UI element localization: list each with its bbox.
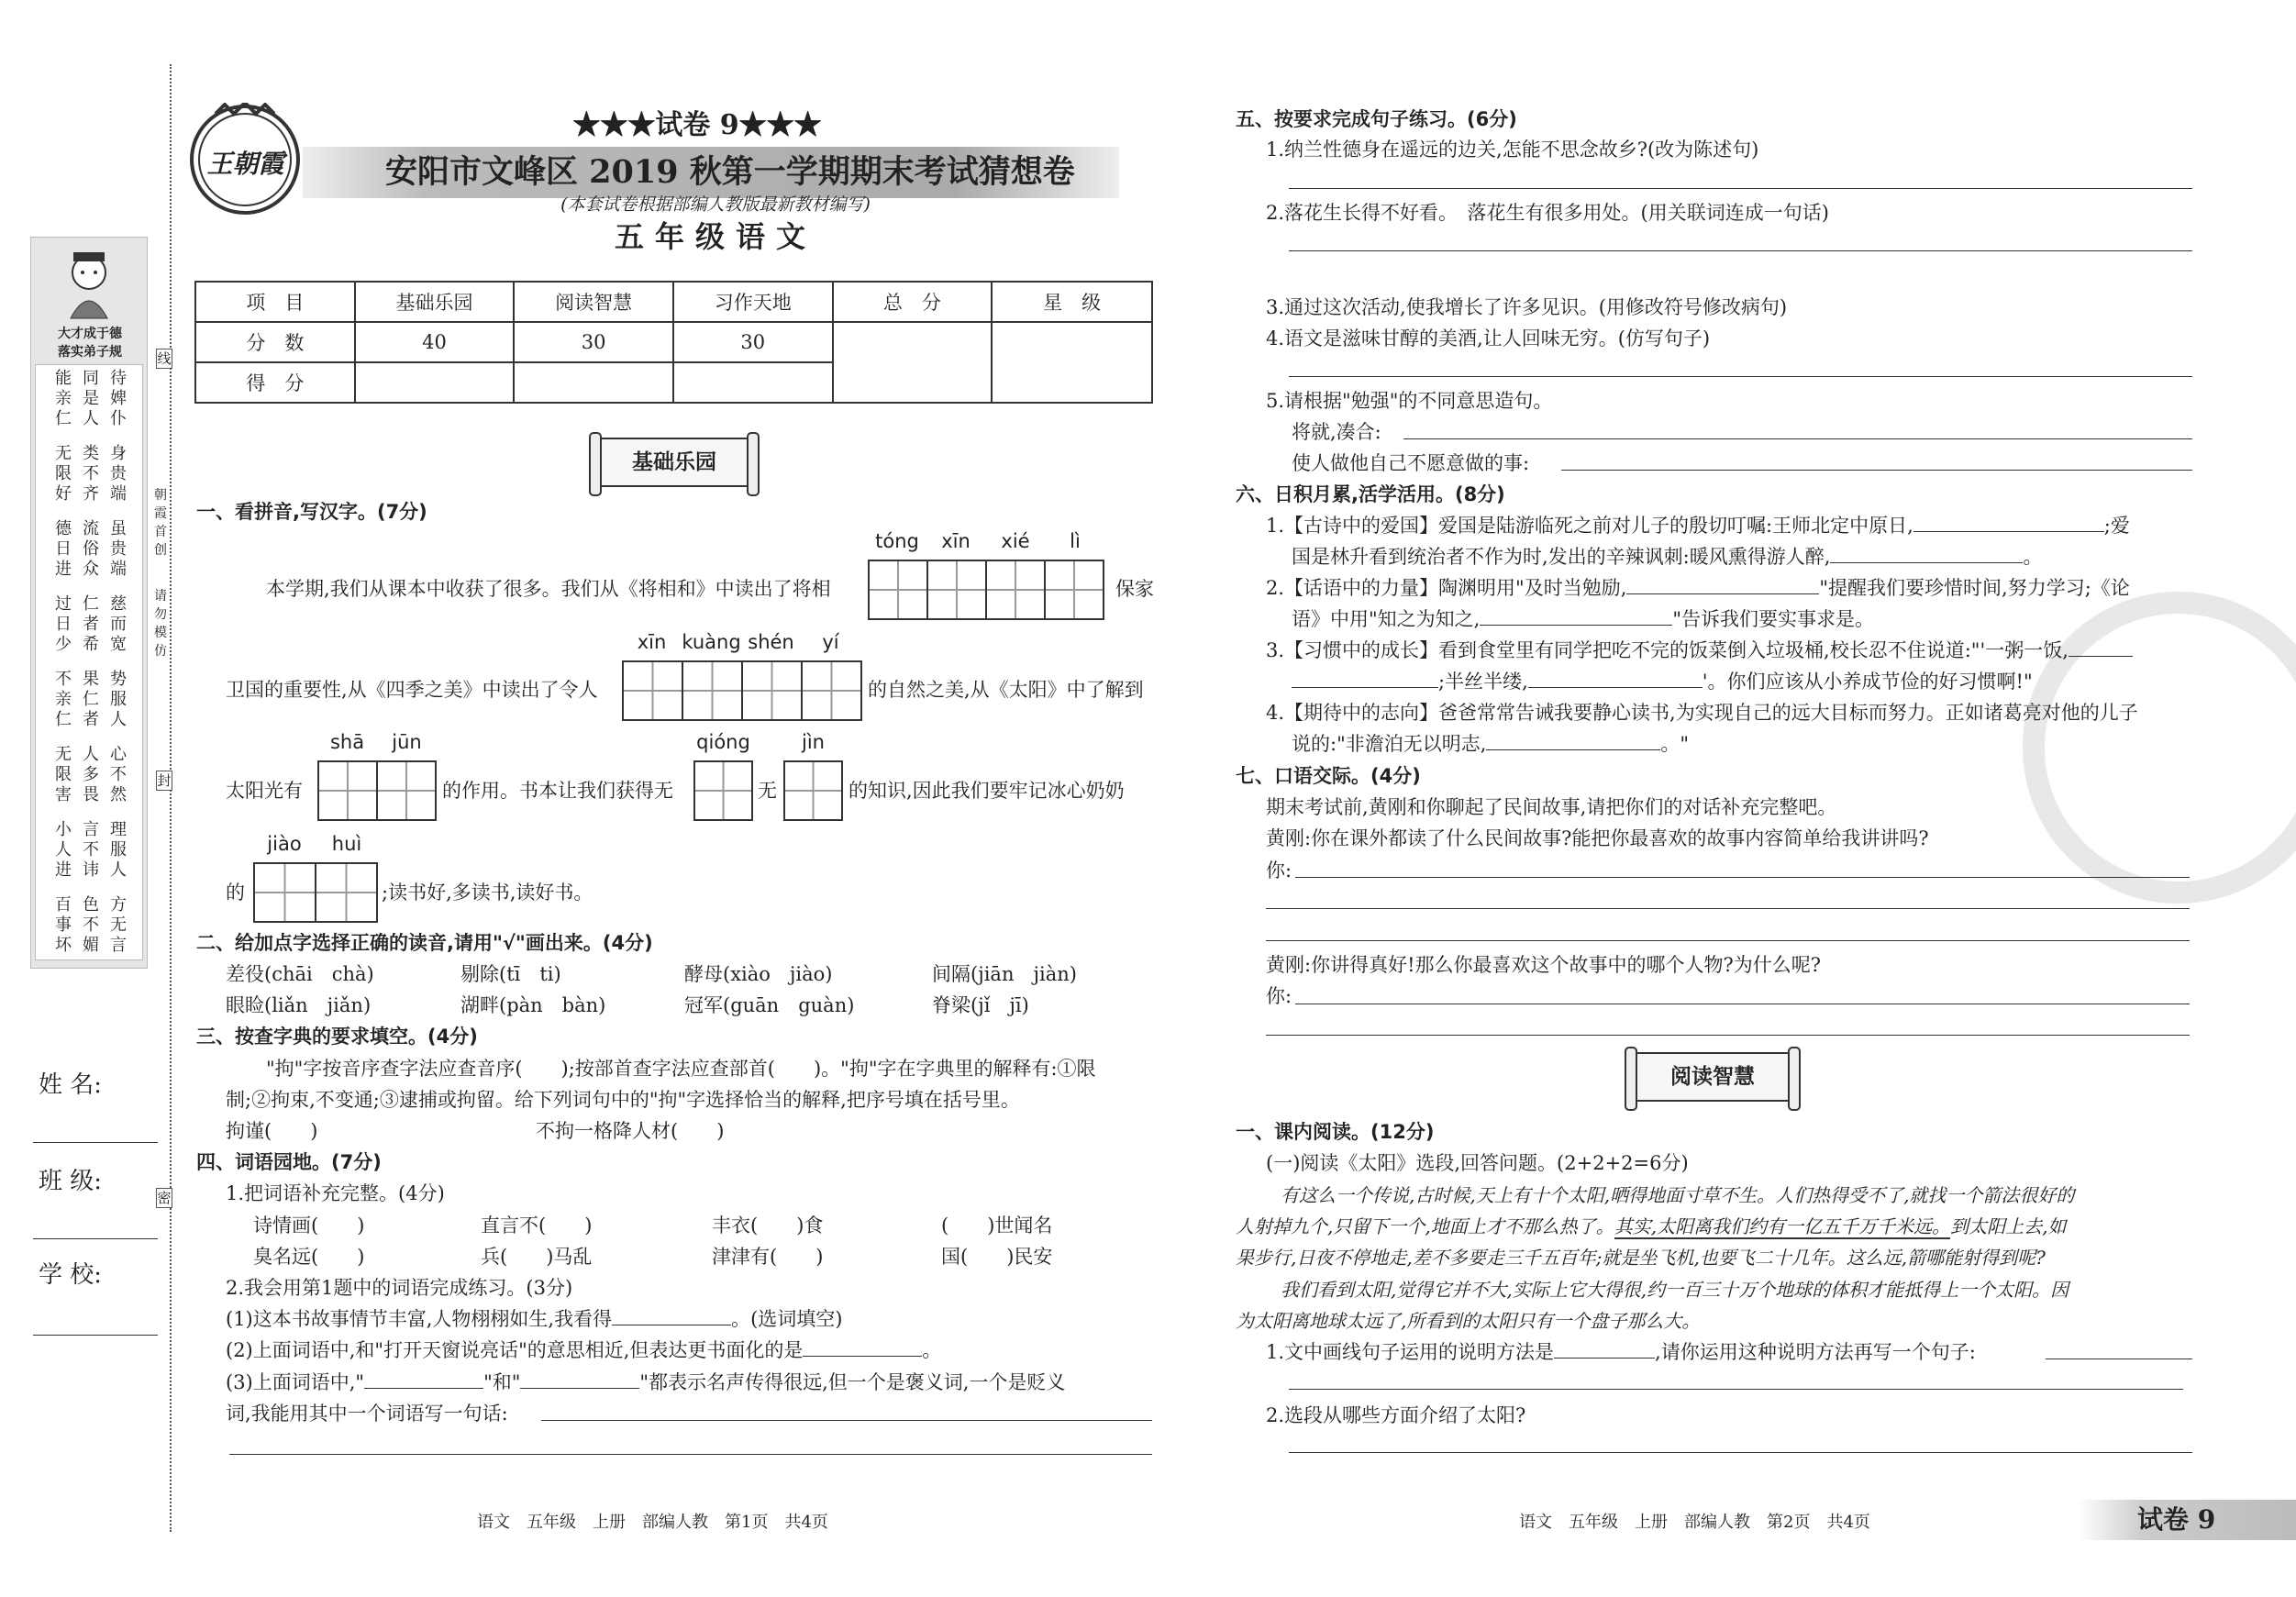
q2-item[interactable]: 湖畔(pàn bàn) (460, 994, 606, 1016)
r1-p2b: 到太阳上去,如 (1950, 1215, 2067, 1237)
q7-answer-line[interactable] (1266, 1035, 2190, 1036)
q6-1a: 1.【古诗中的爱国】爱国是陆游临死之前对儿子的殷切叮嘱:王师北定中原日, (1266, 515, 1913, 537)
score-input[interactable] (673, 362, 833, 403)
pinyin: tóng (875, 530, 919, 552)
q2-item[interactable]: 差役(chāi chà) (226, 963, 374, 985)
pinyin: xīn (941, 530, 971, 552)
score-row-label: 分 数 (195, 322, 355, 362)
score-th: 阅读智慧 (514, 282, 673, 322)
pinyin: yí (822, 631, 839, 653)
r1-sub: (一)阅读《太阳》选段,回答问题。(2+2+2=6分) (1266, 1152, 1689, 1174)
q1-grid-1[interactable] (868, 560, 1104, 620)
q4-c-blank-1[interactable] (364, 1388, 483, 1389)
sidebar-verse: 过日少 (55, 594, 72, 654)
pinyin: xié (1001, 530, 1030, 552)
exam-title: 安阳市文峰区 2019 秋第一学期期末考试猜想卷 (385, 153, 1075, 191)
section-reading-banner: 阅读智慧 (1632, 1052, 1793, 1102)
q4-word[interactable]: 直言不( ) (481, 1214, 593, 1237)
score-input[interactable] (514, 362, 673, 403)
score-th: 星 级 (992, 282, 1152, 322)
sidebar-verse: 无限好 (55, 444, 72, 504)
q1-p3-post: 的知识,因此我们要牢记冰心奶奶 (849, 780, 1125, 802)
q5-item-5: 5.请根据"勉强"的不同意思造句。 (1266, 390, 1553, 412)
q7-question-2: 黄刚:你讲得真好!那么你最喜欢这个故事中的哪个人物?为什么呢? (1266, 954, 1822, 976)
r1-q2: 2.选段从哪些方面介绍了太阳? (1266, 1404, 1526, 1426)
sidebar-verse: 果仁者 (83, 670, 99, 729)
q4-word[interactable]: 国( )民安 (941, 1246, 1053, 1268)
q6-blank[interactable] (1292, 687, 1438, 688)
q4-word[interactable]: ( )世闻名 (941, 1214, 1053, 1237)
q6-1d: 。 (2023, 546, 2043, 568)
score-th: 总 分 (833, 282, 993, 322)
q5-answer-line[interactable] (1289, 188, 2192, 189)
q5-item-4: 4.语文是滋味甘醇的美酒,让人回味无穷。(仿写句子) (1266, 327, 1711, 349)
q6-item-2c (1292, 610, 1874, 629)
q4-title: 四、词语园地。(7分) (196, 1151, 382, 1173)
q5-item-2: 2.落花生长得不好看。 落花生有很多用处。(用关联词连成一句话) (1266, 202, 1829, 224)
q4-a-text: (1)这本书故事情节丰富,人物栩栩如生,我看得 (226, 1308, 613, 1330)
pinyin: shén (748, 631, 794, 653)
q6-blank[interactable] (1913, 531, 2104, 532)
binding-mark-line: 线 (157, 350, 172, 367)
q4-d: 词,我能用其中一个词语写一句话: (226, 1403, 508, 1425)
q1-grid-6[interactable] (253, 862, 378, 923)
pinyin: shā (329, 731, 365, 753)
r1-underlined-sentence: 其实,太阳离我们约有一亿五千万千米远。 (1614, 1215, 1951, 1237)
star-rating-cell[interactable] (992, 322, 1152, 403)
q6-blank[interactable] (1480, 625, 1672, 626)
paper-tag: 试卷 9 (2137, 1504, 2216, 1535)
binding-mark-close: 密 (157, 1190, 172, 1206)
q1-p1-post: 保家 (1115, 578, 1154, 600)
q6-1b: ;爱 (2103, 515, 2130, 537)
q2-item[interactable]: 脊梁(jǐ jī) (932, 994, 1029, 1016)
score-input[interactable] (355, 362, 515, 403)
q4-b (226, 1341, 941, 1360)
q4-c-3: "都表示名声传得很远,但一个是褒义词,一个是贬义 (639, 1371, 1066, 1393)
q6-4c: 。" (1660, 733, 1690, 755)
class-label: 班 级: (39, 1168, 103, 1195)
q1-p3-pre: 太阳光有 (226, 780, 303, 802)
q7-intro: 期末考试前,黄刚和你聊起了民间故事,请把你们的对话补充完整吧。 (1266, 796, 1837, 818)
r1-q1a: 1.文中画线句子运用的说明方法是 (1266, 1341, 1555, 1363)
r1-passage-5: 为太阳离地球太远了,所看到的太阳只有一个盘子那么大。 (1236, 1310, 1701, 1332)
q6-1c: 国是林升看到统治者不作为时,发出的辛辣讽刺:暖风熏得游人醉, (1292, 546, 1831, 568)
score-cell: 40 (355, 322, 515, 362)
q5-answer-line[interactable] (1561, 470, 2192, 471)
q5-item-1: 1.纳兰性德身在遥远的边关,怎能不思念故乡?(改为陈述句) (1266, 139, 1759, 161)
q5-item-3: 3.通过这次活动,使我增长了许多见识。(用修改符号修改病句) (1266, 296, 1788, 318)
q1-grid-3[interactable] (317, 760, 437, 821)
q4-c (226, 1373, 1065, 1392)
sidebar-verse: 百事坏 (55, 895, 72, 955)
brand-name: 王朝霞 (206, 149, 284, 179)
q7-answer-line[interactable] (1266, 940, 2190, 941)
r1-q1b: ,请你运用这种说明方法再写一个句子: (1655, 1341, 1976, 1363)
q5-item-5a: 将就,凑合: (1292, 421, 1381, 443)
r1-passage-3: 果步行,日夜不停地走,差不多要走三千五百年;就是坐飞机,也要飞二十几年。这么远,箭哪能射得到呢? (1236, 1247, 2046, 1269)
score-table (194, 281, 1153, 404)
q4-sub-2: 2.我会用第1题中的词语完成练习。(3分) (226, 1277, 573, 1299)
q3-title: 三、按查字典的要求填空。(4分) (196, 1026, 478, 1048)
q4-b-text: (2)上面词语中,和"打开天窗说亮话"的意思相近,但表达更书面化的是 (226, 1339, 804, 1361)
q4-b-blank[interactable] (803, 1356, 922, 1357)
r1-passage-1: 有这么一个传说,古时候,天上有十个太阳,晒得地面寸草不生。人们热得受不了,就找一个箭法很好的 (1281, 1184, 2075, 1206)
q5-answer-line[interactable] (1289, 376, 2192, 377)
pinyin: jìn (802, 731, 825, 753)
r1-p2a: 人射掉九个,只留下一个,地面上才不那么热了。 (1236, 1215, 1614, 1237)
q3-fill-b[interactable]: 不拘一格降人材( ) (536, 1120, 725, 1142)
pinyin: kuàng (682, 631, 741, 653)
q4-a (226, 1310, 843, 1329)
brand-logo (188, 103, 303, 217)
pinyin: qióng (696, 731, 750, 753)
sidebar-verse: 势服人 (110, 670, 127, 729)
sidebar-verse: 不亲仁 (55, 670, 72, 729)
q1-grid-4[interactable] (693, 760, 753, 821)
q6-item-2 (1266, 579, 2130, 598)
q4-b-end: 。 (922, 1339, 942, 1361)
pinyin: jūn (392, 731, 422, 753)
q1-p4-pre: 的 (226, 882, 245, 904)
q1-p1-pre: 本学期,我们从课本中收获了很多。我们从《将相和》中读出了将相 (266, 578, 831, 600)
q6-3c: '。你们应该从小养成节俭的好习惯啊!" (1702, 671, 2033, 693)
binding-mark-seal: 封 (157, 772, 172, 789)
q4-a-end: 。(选词填空) (731, 1308, 843, 1330)
score-cell: 30 (514, 322, 673, 362)
binding-warn-2: 请勿模仿 (154, 589, 167, 659)
q4-word[interactable]: 臭名远( ) (253, 1246, 365, 1268)
q6-blank[interactable] (2069, 656, 2133, 657)
r1-blank[interactable] (1554, 1358, 1655, 1359)
q1-title: 一、看拼音,写汉字。(7分) (196, 501, 427, 523)
q6-blank[interactable] (1626, 593, 1819, 594)
q5-answer-line[interactable] (1289, 250, 2192, 251)
paper-badge: ★★★试卷 9★★★ (572, 109, 822, 141)
footer-right: 语文 五年级 上册 部编人教 第2页 共4页 (1519, 1513, 1870, 1532)
score-cell: 30 (673, 322, 833, 362)
q6-item-3b (1292, 672, 2033, 692)
sidebar-verse: 方无言 (110, 895, 127, 955)
q2-item[interactable]: 眼睑(liǎn jiǎn) (226, 994, 372, 1016)
score-th: 习作天地 (673, 282, 833, 322)
q6-item-3 (1266, 641, 2133, 660)
pinyin: jiào (267, 833, 302, 855)
sidebar-verse: 小人进 (55, 820, 72, 880)
sidebar-verse: 人多畏 (83, 745, 99, 804)
q7-question-1: 黄刚:你在课外都读了什么民间故事?能把你最喜欢的故事内容简单给我讲讲吗? (1266, 827, 1929, 849)
score-th: 项 目 (195, 282, 355, 322)
q4-answer-line[interactable] (229, 1454, 1152, 1455)
q4-c-blank-2[interactable] (520, 1388, 639, 1389)
score-th: 基础乐园 (355, 282, 515, 322)
sidebar-verse: 虽贵端 (110, 519, 127, 579)
q2-item[interactable]: 酵母(xiào jiào) (684, 963, 833, 985)
sidebar-slogan-1: 大才成于德 (58, 327, 122, 341)
sidebar-verse: 仁者希 (83, 594, 99, 654)
q6-2a: 2.【话语中的力量】陶渊明用"及时当勉励, (1266, 577, 1627, 599)
pinyin: lì (1070, 530, 1081, 552)
q4-c-2: "和" (483, 1371, 521, 1393)
q2-item[interactable]: 剔除(tī ti) (460, 963, 561, 985)
q6-item-1c (1292, 548, 2042, 567)
q6-3a: 3.【习惯中的成长】看到食堂里有同学把吃不完的饭菜倒入垃圾桶,校长忍不住说道:"'一粥一饭, (1266, 639, 2069, 661)
q1-p2-post: 的自然之美,从《太阳》中了解到 (868, 679, 1144, 701)
sidebar-verse: 能亲仁 (55, 369, 72, 428)
q4-word[interactable]: 兵( )马乱 (481, 1246, 593, 1268)
q4-answer-line[interactable] (541, 1420, 1152, 1421)
sidebar-verse: 德日进 (55, 519, 72, 579)
q6-2c: 语》中用"知之为知之, (1292, 608, 1481, 630)
r1-answer-line[interactable] (1289, 1389, 2183, 1390)
q7-answer-line[interactable] (1295, 877, 2190, 878)
q1-p3-mid: 的作用。书本让我们获得无 (442, 780, 673, 802)
exam-subtitle: (本套试卷根据部编人教版最新教材编写) (560, 194, 871, 215)
q6-2b: "提醒我们要珍惜时间,努力学习;《论 (1819, 577, 2130, 599)
school-label: 学 校: (39, 1261, 103, 1289)
q6-2d: "告诉我们要实事求是。 (1672, 608, 1875, 630)
secret-watermark (2023, 592, 2296, 904)
q5-item-5b: 使人做他自己不愿意做的事: (1292, 452, 1530, 474)
sidebar-verse: 无限害 (55, 745, 72, 804)
q1-p2-pre: 卫国的重要性,从《四季之美》中读出了令人 (226, 679, 598, 701)
q7-answer-line[interactable] (1266, 908, 2190, 909)
pinyin: xīn (637, 631, 667, 653)
sidebar-verse: 类不齐 (83, 444, 99, 504)
grade-subject: 五年级语文 (614, 219, 816, 254)
r1-passage-4: 我们看到太阳,觉得它并不大,实际上它大得很,约一百三十万个地球的体积才能抵得上一个太阳。因 (1281, 1279, 2069, 1301)
school-field[interactable] (33, 1335, 158, 1336)
mascot-icon (57, 247, 121, 320)
sidebar-verse: 理服人 (110, 820, 127, 880)
sidebar-verse: 言不讳 (83, 820, 99, 880)
q2-item[interactable]: 间隔(jiān jiàn) (932, 963, 1077, 985)
q6-item-4b (1292, 735, 1689, 754)
q6-item-4: 4.【期待中的志向】爸爸常常告诫我要静心读书,为实现自己的远大目标而努力。正如诸葛亮对他的儿子 (1266, 702, 2138, 724)
name-label: 姓 名: (39, 1071, 103, 1099)
footer-left: 语文 五年级 上册 部编人教 第1页 共4页 (477, 1513, 828, 1532)
q2-title: 二、给加点字选择正确的读音,请用"√"画出来。(4分) (196, 932, 653, 954)
q1-grid-5[interactable] (783, 760, 843, 821)
q6-4b: 说的:"非澹泊无以明志, (1292, 733, 1487, 755)
total-score-cell[interactable] (833, 322, 993, 403)
section-basic-banner: 基础乐园 (596, 438, 752, 487)
q1-p4-post: ;读书好,多读书,读好书。 (382, 882, 593, 904)
sidebar-verse: 身贵端 (110, 444, 127, 504)
sidebar-verse: 待婢仆 (110, 369, 127, 428)
binding-warn-1: 朝霞首创 (154, 488, 167, 558)
q6-3b: ;半丝半缕, (1438, 671, 1528, 693)
class-field[interactable] (33, 1238, 158, 1239)
r1-q1 (1266, 1343, 1976, 1362)
r1-answer-line[interactable] (1289, 1452, 2192, 1453)
q1-p3-wu: 无 (758, 780, 777, 802)
q7-you-1: 你: (1266, 859, 1292, 882)
sidebar-verse: 心不然 (110, 745, 127, 804)
q6-title: 六、日积月累,活学活用。(8分) (1236, 483, 1505, 505)
r1-title: 一、课内阅读。(12分) (1236, 1121, 1435, 1143)
q7-title: 七、口语交际。(4分) (1236, 765, 1421, 787)
q4-word[interactable]: 诗情画( ) (253, 1214, 365, 1237)
sidebar-slogan-2: 落实弟子规 (58, 345, 122, 360)
score-row-label: 得 分 (195, 362, 355, 403)
pinyin: huì (331, 833, 362, 855)
q6-item-1 (1266, 516, 2130, 536)
q6-blank[interactable] (1830, 562, 2023, 563)
q6-blank[interactable] (1486, 749, 1660, 750)
q1-grid-2[interactable] (622, 660, 862, 721)
q3-line-2: 制;②拘束,不变通;③逮捕或拘留。给下列词句中的"拘"字选择恰当的解释,把序号填在括号里。 (226, 1089, 1020, 1111)
sidebar-verse: 色不媚 (83, 895, 99, 955)
q4-word[interactable]: 津津有( ) (712, 1246, 824, 1268)
q6-blank[interactable] (1528, 687, 1703, 688)
r1-passage-2 (1236, 1217, 2066, 1236)
q2-item[interactable]: 冠军(guān guàn) (684, 994, 855, 1016)
name-field[interactable] (33, 1142, 158, 1143)
q4-word[interactable]: 丰衣( )食 (712, 1214, 824, 1237)
q4-c-1: (3)上面词语中," (226, 1371, 365, 1393)
q5-answer-line[interactable] (1403, 438, 2192, 439)
binding-line (170, 64, 172, 1532)
q7-you-2: 你: (1266, 985, 1292, 1007)
sidebar-verse: 流俗众 (83, 519, 99, 579)
sidebar-verse: 同是人 (83, 369, 99, 428)
q3-fill-a[interactable]: 拘谨( ) (226, 1120, 318, 1142)
q5-title: 五、按要求完成句子练习。(6分) (1236, 108, 1517, 130)
sidebar-verse: 慈而宽 (110, 594, 127, 654)
q4-sub-1: 1.把词语补充完整。(4分) (226, 1182, 445, 1204)
q3-line-1: "拘"字按音序查字法应查音序( );按部首查字法应查部首( )。"拘"字在字典里的解释有:①限 (266, 1058, 1096, 1080)
